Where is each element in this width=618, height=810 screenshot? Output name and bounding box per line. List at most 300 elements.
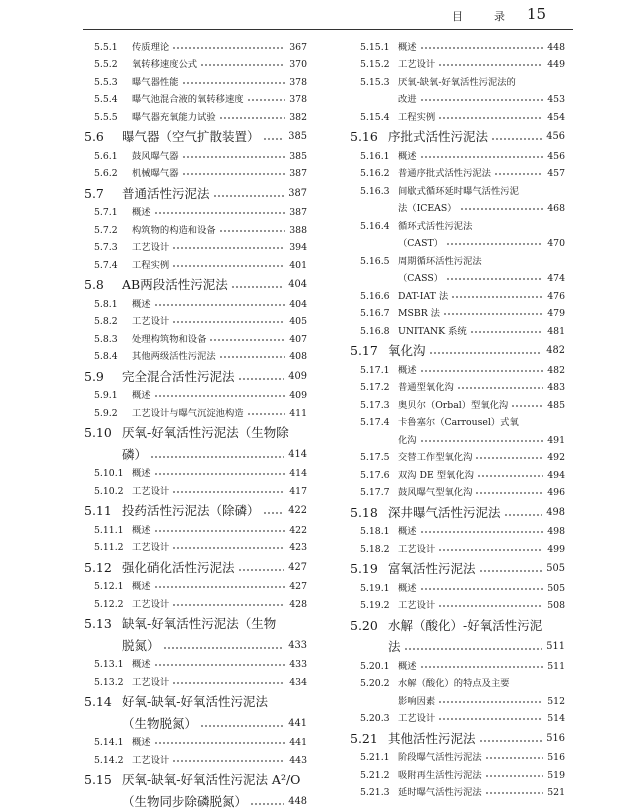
toc-subsection[interactable]	[350, 538, 565, 556]
entry-number: 5.17.7	[360, 487, 390, 498]
entry-title: DAT-IAT 法	[398, 290, 449, 302]
toc-subsection[interactable]	[84, 519, 307, 537]
entry-title: 概述	[398, 660, 417, 672]
entry-title: 缺氧-好氧活性污泥法（生物	[122, 616, 277, 631]
entry-title: 水解（酸化）-好氧活性污泥	[388, 617, 543, 633]
toc-section[interactable]	[84, 498, 307, 520]
toc-subsection[interactable]	[84, 385, 307, 403]
dot-leader	[172, 680, 285, 686]
dot-leader	[154, 302, 286, 308]
entry-number: 5.13.1	[94, 659, 124, 670]
entry-page: 385	[288, 131, 307, 142]
entry-number: 5.21.2	[360, 769, 390, 781]
entry-title: 概述	[132, 581, 151, 592]
entry-title: 机械曝气器	[132, 168, 179, 179]
toc-subsection[interactable]	[84, 202, 307, 220]
dot-leader	[213, 193, 285, 199]
entry-title: 曝气器充氧能力试验	[132, 111, 216, 123]
entry-number: 5.20.1	[360, 660, 390, 672]
entry-number: 5.7.3	[94, 242, 118, 253]
entry-title-continued: （CAST）	[398, 238, 443, 249]
toc-subsection[interactable]	[84, 89, 307, 107]
toc-subsection[interactable]	[350, 464, 565, 482]
toc-subsection[interactable]	[84, 732, 307, 750]
entry-title-continued: 影响因素	[398, 695, 436, 707]
toc-subsection[interactable]	[350, 747, 565, 765]
entry-page: 505	[547, 582, 565, 594]
entry-page: 367	[289, 41, 307, 53]
dot-leader	[429, 350, 543, 356]
entry-page: 441	[289, 737, 307, 748]
entry-page: 433	[288, 639, 307, 651]
toc-subsection[interactable]	[84, 36, 307, 54]
dot-leader	[438, 62, 543, 68]
toc-subsection[interactable]	[84, 537, 307, 555]
entry-page: 511	[547, 660, 565, 672]
dot-leader	[154, 210, 286, 216]
dot-leader	[420, 438, 544, 444]
entry-page: 434	[289, 676, 307, 688]
entry-number: 5.8.3	[94, 333, 118, 345]
dot-leader	[443, 311, 543, 317]
entry-page: 456	[547, 150, 565, 162]
entry-page: 516	[547, 752, 565, 763]
entry-title: 奥贝尔（Orbal）型氧化沟	[398, 399, 509, 411]
toc-subsection[interactable]	[84, 593, 307, 611]
entry-title: 吸附再生活性污泥法	[398, 769, 482, 781]
dot-leader	[420, 586, 544, 592]
entry-page: 485	[547, 399, 565, 411]
toc-subsection[interactable]	[84, 463, 307, 481]
entry-title: 工艺设计与曝气沉淀池构造	[132, 407, 244, 419]
toc-subsection[interactable]	[350, 89, 565, 107]
entry-title: 构筑物的构造和设备	[132, 224, 216, 236]
entry-number: 5.6	[84, 129, 104, 144]
toc-subsection[interactable]	[350, 198, 565, 216]
entry-number: 5.21.3	[360, 787, 390, 798]
entry-title: 氧转移速度公式	[132, 59, 198, 70]
entry-page: 417	[289, 485, 307, 497]
entry-title: 工艺设计	[132, 316, 170, 327]
entry-number: 5.20.2	[360, 678, 390, 689]
entry-number: 5.17.1	[360, 364, 390, 376]
toc-subsection[interactable]	[84, 71, 307, 89]
dot-leader	[485, 790, 544, 796]
entry-title: 间歇式循环延时曝气活性污泥	[398, 185, 519, 197]
toc-subsection[interactable]	[350, 764, 565, 782]
toc-subsection-line	[350, 250, 565, 268]
entry-title: AB两段活性污泥法	[122, 277, 228, 292]
entry-page: 414	[288, 448, 307, 460]
dot-leader	[475, 455, 543, 461]
dot-leader	[420, 368, 544, 374]
toc-subsection[interactable]	[84, 163, 307, 181]
entry-number: 5.19.2	[360, 600, 390, 611]
entry-title: 投药活性污泥法（除磷）	[122, 503, 260, 518]
entry-number: 5.14.1	[94, 737, 124, 748]
toc-subsection[interactable]	[84, 576, 307, 594]
toc-subsection[interactable]	[84, 237, 307, 255]
toc-subsection[interactable]	[84, 480, 307, 498]
entry-title: 好氧-缺氧-好氧活性污泥法	[122, 694, 268, 709]
entry-page: 407	[289, 333, 307, 345]
entry-title: 工艺设计	[398, 543, 436, 555]
dot-leader	[150, 454, 284, 460]
entry-title: 概述	[132, 390, 151, 401]
entry-title: 鼓风曝气器	[132, 150, 179, 162]
entry-page: 498	[547, 526, 565, 537]
entry-page: 448	[547, 41, 565, 53]
entry-number: 5.12.1	[94, 581, 124, 592]
entry-number: 5.7	[84, 185, 104, 201]
entry-title: 概述	[398, 582, 417, 594]
toc-subsection[interactable]	[350, 690, 565, 708]
entry-page: 404	[288, 279, 307, 290]
entry-title: 阶段曝气活性污泥法	[398, 752, 482, 763]
dot-leader	[219, 228, 286, 234]
toc-subsection[interactable]	[350, 447, 565, 465]
entry-title: 水解（酸化）的特点及主要	[398, 678, 510, 689]
entry-title: 富氧活性污泥法	[388, 561, 476, 576]
entry-page: 382	[289, 111, 307, 123]
entry-title: 工艺设计	[398, 713, 436, 724]
toc-subsection[interactable]	[350, 106, 565, 124]
toc-subsection[interactable]	[350, 429, 565, 447]
toc-subsection-line	[350, 215, 565, 233]
dot-leader	[404, 646, 543, 652]
entry-page: 422	[289, 524, 307, 536]
toc-section[interactable]	[84, 363, 307, 385]
entry-title: 卡鲁塞尔（Carrousel）式氧	[398, 417, 519, 428]
toc-subsection[interactable]	[350, 268, 565, 286]
dot-leader	[154, 393, 286, 399]
toc-subsection[interactable]	[84, 402, 307, 420]
dot-leader	[451, 294, 543, 300]
dot-leader	[154, 584, 286, 590]
toc-section-line	[84, 611, 307, 633]
toc-subsection[interactable]	[350, 377, 565, 395]
dot-leader	[219, 115, 286, 121]
entry-page: 505	[546, 563, 565, 574]
entry-title: MSBR 法	[398, 308, 440, 319]
entry-title: 工艺设计	[132, 542, 170, 553]
toc-section[interactable]	[84, 272, 307, 294]
toc-subsection[interactable]	[84, 219, 307, 237]
entry-page: 408	[289, 351, 307, 362]
dot-leader	[154, 528, 286, 534]
entry-page: 428	[289, 598, 307, 610]
toc-subsection[interactable]	[350, 521, 565, 539]
toc-section[interactable]	[350, 499, 565, 521]
toc-subsection[interactable]	[84, 54, 307, 72]
entry-title: 概述	[132, 524, 151, 536]
entry-title: 序批式活性污泥法	[388, 129, 489, 144]
dot-leader	[457, 385, 543, 391]
dot-leader	[231, 284, 285, 290]
entry-number: 5.18.2	[360, 543, 390, 555]
toc-subsection[interactable]	[84, 311, 307, 329]
entry-number: 5.21.1	[360, 752, 390, 763]
entry-number: 5.16.2	[360, 168, 390, 179]
entry-page: 387	[289, 168, 307, 179]
toc-subsection[interactable]	[84, 654, 307, 672]
entry-title: 工程实例	[398, 111, 436, 123]
toc-subsection[interactable]	[350, 394, 565, 412]
toc-subsection[interactable]	[350, 303, 565, 321]
entry-page: 448	[288, 795, 307, 807]
entry-number: 5.16	[350, 129, 378, 144]
toc-section[interactable]	[84, 180, 307, 202]
toc-section[interactable]	[84, 632, 307, 654]
toc-subsection[interactable]	[350, 320, 565, 338]
dot-leader	[200, 723, 284, 729]
toc-subsection[interactable]	[84, 328, 307, 346]
entry-title-continued: 化沟	[398, 434, 417, 446]
entry-page: 498	[546, 506, 565, 518]
entry-title-continued: 脱氮）	[122, 637, 160, 653]
entry-number: 5.15.3	[360, 76, 390, 88]
entry-title-continued: （生物脱氮）	[122, 715, 198, 731]
dot-leader	[247, 411, 286, 417]
dot-leader	[172, 319, 285, 325]
dot-leader	[172, 245, 285, 251]
entry-number: 5.15	[84, 772, 112, 787]
entry-title: 概述	[132, 207, 151, 218]
entry-number: 5.18.1	[360, 526, 390, 537]
dot-leader	[485, 773, 544, 779]
entry-page: 479	[547, 308, 565, 319]
entry-number: 5.5.5	[94, 111, 118, 123]
entry-page: 427	[289, 581, 307, 592]
entry-title: 氧化沟	[388, 343, 426, 358]
entry-page: 457	[547, 168, 565, 179]
entry-page: 409	[289, 390, 307, 401]
entry-number: 5.19.1	[360, 582, 390, 594]
entry-title: 工艺设计	[132, 485, 170, 497]
toc-subsection[interactable]	[84, 346, 307, 364]
dot-leader	[200, 62, 285, 68]
toc-subsection[interactable]	[84, 254, 307, 272]
entry-page: 456	[546, 131, 565, 142]
toc-subsection[interactable]	[84, 749, 307, 767]
toc-subsection[interactable]	[84, 145, 307, 163]
entry-title: 处理构筑物和设备	[132, 333, 207, 345]
entry-title: 普通活性污泥法	[122, 185, 210, 201]
entry-number: 5.8	[84, 277, 104, 292]
toc-section[interactable]	[84, 788, 307, 810]
entry-title: 工艺设计	[398, 600, 436, 611]
toc-subsection[interactable]	[84, 293, 307, 311]
entry-number: 5.9.1	[94, 390, 118, 401]
dot-leader	[485, 755, 544, 761]
entry-title-continued: 磷）	[122, 446, 148, 462]
entry-page: 474	[547, 273, 565, 284]
entry-title: 其他两级活性污泥法	[132, 351, 216, 362]
toc-subsection[interactable]	[84, 671, 307, 689]
entry-page: 482	[547, 364, 565, 376]
toc-section[interactable]	[350, 124, 565, 146]
toc-subsection[interactable]	[350, 285, 565, 303]
entry-title: 延时曝气活性污泥法	[398, 787, 482, 798]
dot-leader	[470, 329, 544, 335]
entry-page: 519	[547, 769, 565, 781]
toc-subsection[interactable]	[350, 163, 565, 181]
entry-number: 5.13.2	[94, 676, 124, 688]
entry-number: 5.6.1	[94, 150, 118, 162]
toc-subsection[interactable]	[350, 708, 565, 726]
toc-subsection[interactable]	[350, 54, 565, 72]
entry-number: 5.11.1	[94, 524, 124, 536]
entry-number: 5.10.1	[94, 468, 124, 479]
toc-section[interactable]	[350, 725, 565, 747]
entry-number: 5.8.4	[94, 351, 118, 362]
toc-section[interactable]	[350, 634, 565, 656]
entry-page: 394	[289, 242, 307, 253]
entry-number: 5.11.2	[94, 542, 124, 553]
entry-title: 概述	[132, 468, 151, 479]
dot-leader	[504, 512, 543, 518]
dot-leader	[446, 276, 543, 282]
entry-number: 5.7.4	[94, 259, 118, 271]
entry-number: 5.16.1	[360, 150, 390, 162]
page-number: 15	[527, 5, 547, 23]
dot-leader	[479, 738, 543, 744]
entry-page: 409	[288, 370, 307, 382]
entry-page: 378	[289, 94, 307, 105]
dot-leader	[511, 403, 543, 409]
toc-column-left	[84, 36, 307, 810]
entry-number: 5.16.6	[360, 290, 390, 302]
entry-number: 5.17.4	[360, 417, 390, 428]
entry-page: 443	[289, 754, 307, 766]
toc-subsection[interactable]	[350, 233, 565, 251]
entry-page: 511	[546, 641, 565, 652]
dot-leader	[477, 473, 543, 479]
entry-title: 完全混合活性污泥法	[122, 368, 235, 384]
entry-title: 概述	[398, 41, 417, 53]
entry-title-continued: 改进	[398, 94, 417, 105]
entry-number: 5.8.1	[94, 298, 118, 310]
entry-title: 厌氧-缺氧-好氧活性污泥法 A²/O	[122, 772, 301, 787]
toc-section[interactable]	[350, 338, 565, 360]
entry-number: 5.5.3	[94, 76, 118, 88]
dot-leader	[172, 602, 285, 608]
entry-title: 强化硝化活性污泥法	[122, 559, 235, 575]
entry-title: 工艺设计	[132, 598, 170, 610]
entry-title: 概述	[398, 526, 417, 537]
dot-leader	[438, 115, 543, 121]
entry-number: 5.7.1	[94, 207, 118, 218]
toc-subsection[interactable]	[84, 106, 307, 124]
dot-leader	[219, 354, 286, 360]
entry-page: 491	[547, 434, 565, 446]
entry-number: 5.16.8	[360, 325, 390, 337]
toc-section[interactable]	[84, 441, 307, 463]
toc-subsection[interactable]	[350, 359, 565, 377]
dot-leader	[209, 337, 285, 343]
toc-section[interactable]	[350, 556, 565, 578]
toc-section[interactable]	[84, 710, 307, 732]
entry-page: 514	[547, 713, 565, 724]
toc-subsection[interactable]	[350, 482, 565, 500]
entry-title-continued: （生物同步除磷脱氮）	[122, 793, 248, 809]
dot-leader	[238, 567, 285, 573]
toc-subsection[interactable]	[350, 577, 565, 595]
entry-number: 5.16.3	[360, 185, 390, 197]
dot-leader	[250, 801, 284, 807]
entry-number: 5.7.2	[94, 224, 118, 236]
entry-page: 454	[547, 111, 565, 123]
entry-title: 普通型氧化沟	[398, 382, 454, 393]
entry-title: 厌氧-好氧活性污泥法（生物除	[122, 425, 289, 440]
entry-number: 5.5.1	[94, 41, 118, 53]
entry-page: 370	[289, 59, 307, 70]
entry-page: 496	[547, 487, 565, 498]
entry-title: 曝气池混合液的氧转移速度	[132, 94, 244, 105]
dot-leader	[438, 699, 543, 705]
dot-leader	[438, 603, 543, 609]
entry-number: 5.14.2	[94, 754, 124, 766]
dot-leader	[172, 489, 285, 495]
dot-leader	[263, 510, 285, 516]
entry-number: 5.9	[84, 368, 104, 384]
dot-leader	[247, 97, 286, 103]
entry-page: 512	[547, 695, 565, 707]
toc-subsection[interactable]	[350, 782, 565, 800]
entry-title-continued: 法（ICEAS）	[398, 203, 457, 214]
toc-subsection[interactable]	[350, 36, 565, 54]
entry-number: 5.17.2	[360, 382, 390, 393]
entry-number: 5.18	[350, 504, 378, 520]
dot-leader	[494, 171, 543, 177]
dot-leader	[154, 740, 286, 746]
entry-title: 厌氧-缺氧-好氧活性污泥法的	[398, 76, 516, 88]
entry-page: 422	[288, 505, 307, 516]
entry-number: 5.17.5	[360, 452, 390, 463]
entry-page: 405	[289, 316, 307, 327]
entry-page: 470	[547, 238, 565, 249]
entry-number: 5.6.2	[94, 168, 118, 179]
toc-section-line	[84, 420, 307, 442]
dot-leader	[172, 758, 285, 764]
page-header	[0, 0, 618, 30]
entry-page: 521	[547, 787, 565, 798]
entry-page: 433	[289, 659, 307, 670]
toc-section[interactable]	[84, 554, 307, 576]
dot-leader	[475, 490, 543, 496]
entry-title: 工艺设计	[132, 754, 170, 766]
entry-title: 概述	[132, 298, 151, 310]
entry-page: 468	[547, 203, 565, 214]
toc-subsection-line	[350, 71, 565, 89]
entry-title: 普通序批式活性污泥法	[398, 168, 491, 179]
toc-subsection[interactable]	[350, 145, 565, 163]
dot-leader	[479, 568, 543, 574]
toc-subsection[interactable]	[350, 595, 565, 613]
entry-page: 499	[547, 543, 565, 555]
entry-page: 516	[546, 732, 565, 744]
toc-subsection[interactable]	[350, 655, 565, 673]
entry-title: 工程实例	[132, 259, 170, 271]
toc-section[interactable]	[84, 124, 307, 146]
dot-leader	[238, 376, 285, 382]
entry-page: 481	[547, 325, 565, 337]
dot-leader	[420, 664, 544, 670]
entry-number: 5.10.2	[94, 485, 124, 497]
entry-title: 概述	[132, 737, 151, 748]
entry-title: 鼓风曝气型氧化沟	[398, 487, 473, 498]
entry-number: 5.5.4	[94, 94, 118, 105]
